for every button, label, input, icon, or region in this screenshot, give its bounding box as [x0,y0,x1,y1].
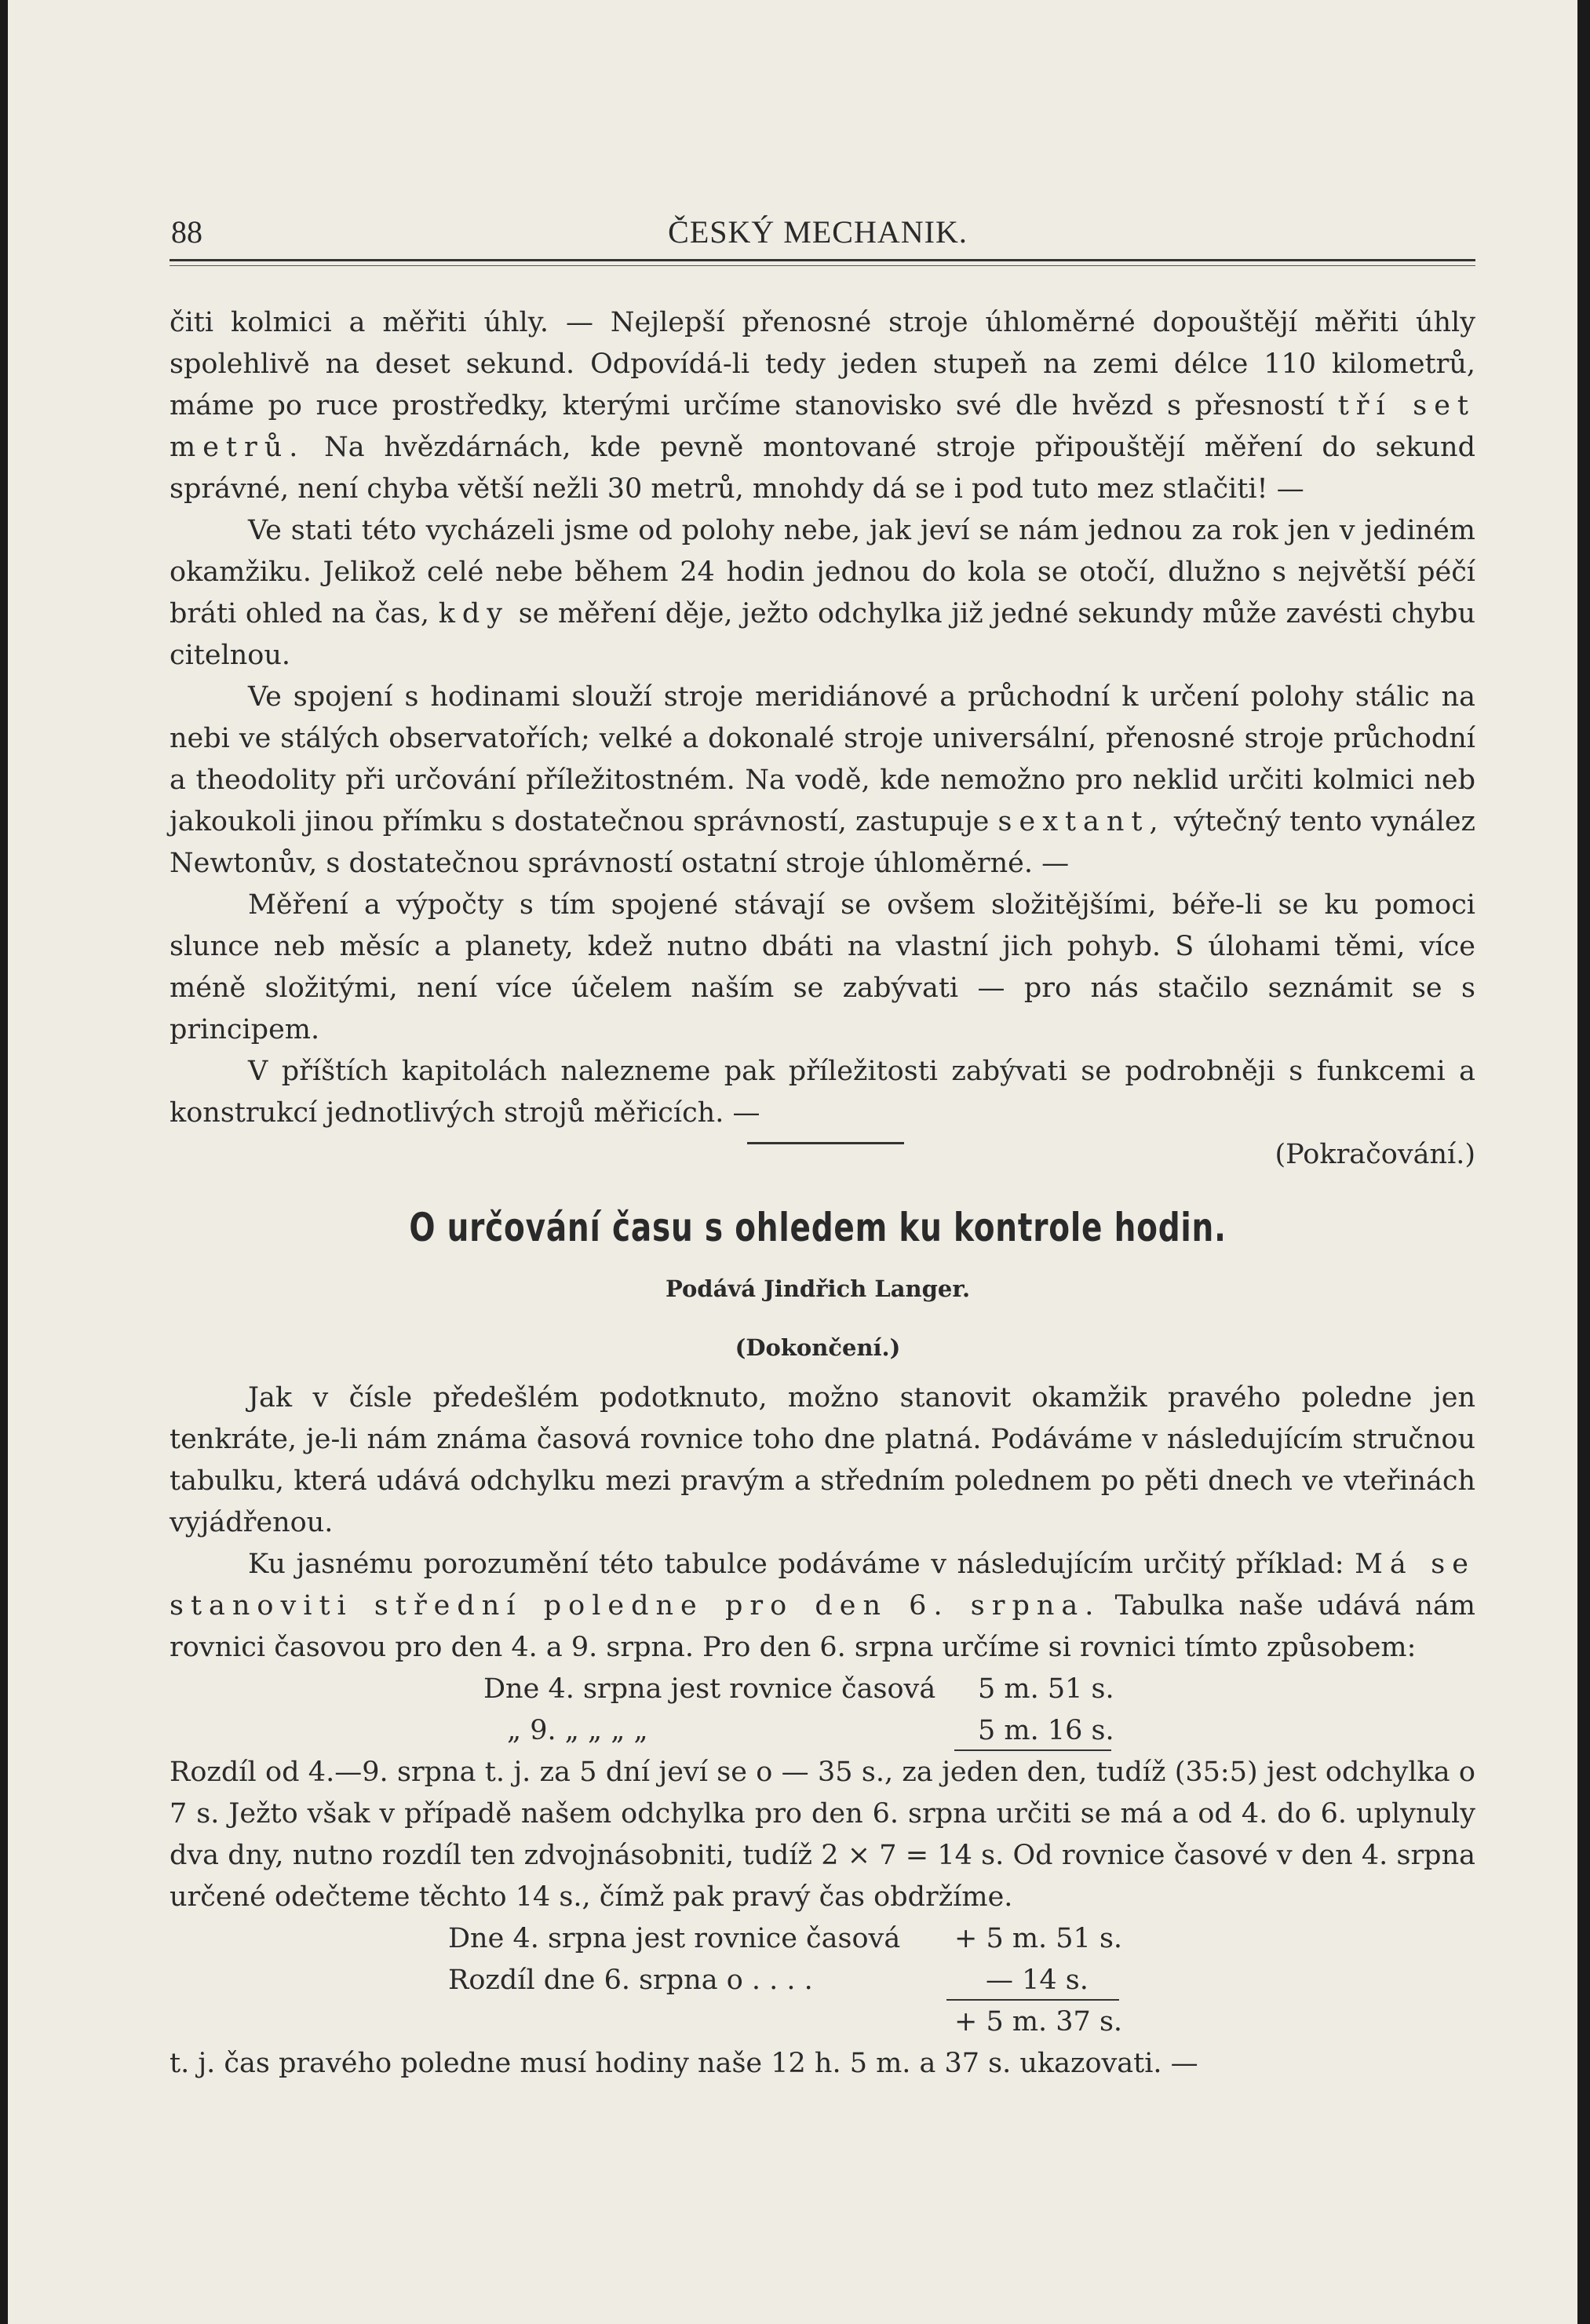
article-title: O určování času s ohledem ku kontrole hodin. [409,1205,1227,1250]
page-number: 88 [171,214,202,250]
header-rule [170,259,1475,261]
scanned-page [8,0,1577,2324]
paragraph: Měření a výpočty s tím spojené stávají se ovšem složitějšími, béře-li se ku pomoci slunce neb měsíc a planety, kdež nutno dbáti na vlastní jich pohyb. S úlohami těmi, více méně složitými, není více účelem naším se zabývati — pro nás stačilo seznámit se s principem. [170,889,1475,1045]
paragraph: Jak v čísle předešlém podotknuto, možno stanovit okamžik pravého poledne jen tenkráte, je-li nám známa časová rovnice toho dne platná. Podáváme v následujícím stručnou tabulku, která udává odchylku mezi pravým a středním polednem po pěti dnech ve vteřinách vyjádřenou. [170,1382,1475,1538]
calc-row: + 5 m. 37 s. [954,2006,1123,2038]
paragraph: čiti kolmici a měřiti úhly. — Nejlepší přenosné stroje úhloměrné dopouštějí měřiti úhly spolehlivě na deset sekund. Odpovídá-li tedy jeden stupeň na zemi délce 110 kilometrů, máme po ruce prostředky, kterými určíme stanovisko své dle hvězd s přesností tří set metrů. Na hvězdárnách, kde pevně montované stroje připouštějí měření do sekund správné, není chyba větší nežli 30 metrů, mnohdy dá se i pod tuto mez stlačiti! — [170,307,1475,505]
article-body [170,1377,1475,2085]
continued-note: (Pokračování.) [1275,1139,1475,1170]
header-rule-thin [170,265,1475,266]
paragraph: t. j. čas pravého poledne musí hodiny naše 12 h. 5 m. a 37 s. ukazovati. — [170,2048,1198,2079]
calc-row: Dne 4. srpna jest rovnice časová 5 m. 51 s. [483,1673,1114,1705]
article-byline: Podává Jindřich Langer. [665,1275,971,1302]
continuation-line [170,1134,1475,1176]
sum-rule [946,1999,1119,2001]
journal-title: ČESKÝ MECHANIK. [668,214,968,250]
paragraph: Ve spojení s hodinami slouží stroje meridiánové a průchodní k určení polohy stálic na nebi ve stálých observatořích; velké a dokonalé stroje universální, přenosné stroje průchodní a theodolity při určování příležitostném. Na vodě, kde nemožno pro neklid určiti kolmici neb jakoukoli jinou přímku s dostatečnou správností, zastupuje sextant, výtečný tento vynález Newtonův, s dostatečnou správností ostatní stroje úhloměrné. — [170,681,1475,879]
paragraph: Ve stati této vycházeli jsme od polohy nebe, jak jeví se nám jednou za rok jen v jediném okamžiku. Jelikož celé nebe během 24 hodin jednou do kola se otočí, dlužno s největší péčí bráti ohled na čas, kdy se měření děje, ježto odchylka již jedné sekundy může zavésti chybu citelnou. [170,515,1475,671]
paragraph: V příštích kapitolách nalezneme pak příležitosti zabývati se podrobněji s funkcemi a konstrukcí jednotlivých strojů měřicích. — [170,1056,1475,1129]
calc-row: Rozdíl dne 6. srpna o . . . . — 14 s. [170,1960,1475,2001]
calc-row: Dne 4. srpna jest rovnice časová + 5 m. 51 s. [448,1923,1123,1954]
paragraph: Rozdíl od 4.—9. srpna t. j. za 5 dní jeví se o — 35 s., za jeden den, tudíž (35:5) jest odchylka o 7 s. Ježto však v případě našem odchylka pro den 6. srpna určiti se má a od 4. do 6. uplynuly dva dny, nutno rozdíl ten zdvojnásobniti, tudíž 2 × 7 = 14 s. Od rovnice časové v den 4. srpna určené odečteme těchto 14 s., čímž pak pravý čas obdržíme. [170,1757,1475,1913]
previous-article-text [170,302,1475,1176]
article-concluded-note: (Dokončení.) [735,1334,901,1361]
sum-rule [954,1749,1111,1751]
paragraph: Ku jasnému porozumění této tabulce podáváme v následujícím určitý příklad: Má se stanoviti střední poledne pro den 6. srpna. Tabulka naše udává nám rovnici časovou pro den 4. a 9. srpna. Pro den 6. srpna určíme si rovnici tímto způsobem: [170,1549,1475,1663]
running-head [159,213,1477,253]
section-divider [747,1142,904,1144]
calc-row: „ 9. „ „ „ „ 5 m. 16 s. [170,1710,1475,1752]
